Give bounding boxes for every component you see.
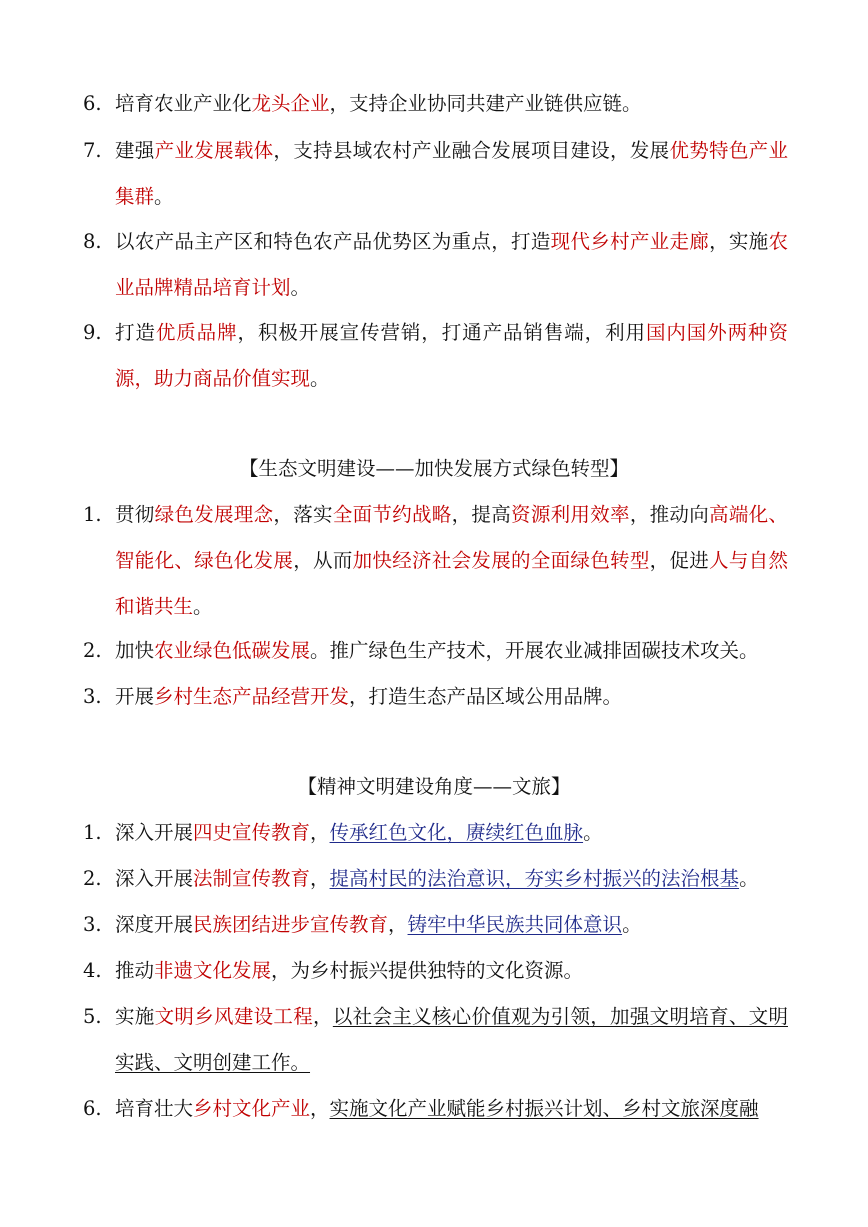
text-segment: 。 (193, 595, 213, 618)
text-segment: 打造 (115, 321, 156, 344)
text-segment: ，支持企业协同共建产业链供应链。 (329, 92, 642, 115)
text-segment: 。 (622, 913, 642, 936)
text-segment: 。 (154, 185, 174, 208)
text-segment: ，支持县域农村产业融合发展项目建设，发展 (273, 139, 670, 162)
item-text (115, 856, 788, 902)
highlighted-keyword: 农业绿色低碳发展 (154, 639, 311, 662)
item-text (115, 81, 788, 127)
highlighted-keyword: 非遗文化发展 (154, 959, 272, 982)
text-segment: 推动 (115, 959, 155, 982)
item-text (115, 674, 788, 720)
item-number: 7. (83, 139, 102, 162)
highlighted-keyword: 法制宣传教育 (193, 867, 311, 890)
text-segment: ， (310, 821, 330, 844)
text-segment: 加快 (115, 639, 155, 662)
text-segment: ， (388, 913, 408, 936)
text-segment: 贯彻 (115, 503, 155, 526)
highlighted-keyword: 产业发展载体 (154, 139, 274, 162)
text-segment: 深入开展 (115, 821, 194, 844)
item-text (115, 219, 788, 311)
text-segment: ，推动向 (629, 503, 710, 526)
item-text (115, 902, 788, 948)
list-item (83, 674, 788, 720)
highlighted-keyword: 民族团结进步宣传教育 (193, 913, 389, 936)
text-segment: ，积极开展宣传营销，打通产品销售端，利用 (237, 321, 646, 344)
text-segment: 。 (290, 276, 311, 299)
text-segment: 培育壮大 (115, 1097, 194, 1120)
highlighted-keyword: 农业品牌精品培育计划 (115, 230, 788, 299)
underlined-phrase: 以社会主义核心价值观为引领，加强文明培育、文明实践、文明创建工作。 (115, 1005, 788, 1074)
text-segment: 开展 (115, 685, 155, 708)
text-segment: ，提高 (451, 503, 512, 526)
item-number: 2. (83, 639, 102, 662)
item-text (115, 492, 788, 630)
item-number: 3. (83, 913, 102, 936)
highlighted-keyword: 优势特色产业集群 (115, 139, 788, 208)
highlighted-keyword: 四史宣传教育 (193, 821, 311, 844)
item-number: 1. (83, 821, 102, 844)
item-number: 1. (83, 503, 102, 526)
highlighted-keyword: 文明乡风建设工程 (154, 1005, 314, 1028)
list-item (83, 310, 788, 402)
list-item (83, 81, 788, 127)
highlighted-keyword: 资源利用效率 (511, 503, 630, 526)
section-heading: 【生态文明建设——加快发展方式绿色转型】 (238, 457, 629, 480)
highlighted-keyword: 乡村文化产业 (193, 1097, 311, 1120)
underlined-phrase: 传承红色文化，赓续红色血脉 (329, 821, 584, 844)
list-item (83, 902, 788, 948)
list-item (83, 948, 788, 994)
list-item (83, 810, 788, 856)
highlighted-keyword: 绿色发展理念 (154, 503, 274, 526)
highlighted-keyword: 高端化、智能化、绿色化发展 (115, 503, 788, 572)
item-text (115, 994, 788, 1086)
list-item (83, 492, 788, 630)
text-segment: ，从而 (293, 549, 353, 572)
text-segment: ，促进 (649, 549, 710, 572)
item-text (115, 310, 788, 402)
text-segment: 实施 (115, 1005, 155, 1028)
list-item (83, 1086, 788, 1132)
item-text (115, 628, 788, 674)
text-segment: 。 (310, 367, 330, 390)
item-number: 9. (83, 321, 102, 344)
item-number: 6. (83, 92, 102, 115)
underlined-phrase: 实施文化产业赋能乡村振兴计划、乡村文旅深度融 (329, 1097, 759, 1120)
text-segment: 。 (583, 821, 603, 844)
text-segment: 以农产品主产区和特色农产品优势区为重点，打造 (115, 230, 551, 253)
highlighted-keyword: 乡村生态产品经营开发 (154, 685, 350, 708)
text-segment: 。推广绿色生产技术，开展农业减排固碳技术攻关。 (310, 639, 759, 662)
section-heading: 【精神文明建设角度——文旅】 (297, 775, 571, 798)
item-number: 3. (83, 685, 102, 708)
text-segment: 。 (739, 867, 759, 890)
highlighted-keyword: 优质品牌 (155, 321, 238, 344)
highlighted-keyword: 加快经济社会发展的全面绿色转型 (352, 549, 650, 572)
item-number: 2. (83, 867, 102, 890)
text-segment: 深度开展 (115, 913, 194, 936)
text-segment: 培育农业产业化 (115, 92, 252, 115)
list-item (83, 219, 788, 311)
item-text (115, 948, 788, 994)
item-number: 5. (83, 1005, 102, 1028)
text-segment: 深入开展 (115, 867, 194, 890)
list-item (83, 128, 788, 220)
highlighted-keyword: 龙头企业 (251, 92, 330, 115)
underlined-phrase: 提高村民的法治意识，夯实乡村振兴的法治根基 (329, 867, 740, 890)
list-item (83, 994, 788, 1086)
list-item (83, 856, 788, 902)
list-item (83, 628, 788, 674)
item-number: 4. (83, 959, 102, 982)
highlighted-keyword: 全面节约战略 (332, 503, 452, 526)
item-text (115, 1086, 788, 1132)
item-number: 6. (83, 1097, 102, 1120)
text-segment: ， (310, 867, 330, 890)
item-text (115, 128, 788, 220)
item-number: 8. (83, 230, 102, 253)
text-segment: ，为乡村振兴提供独特的文化资源。 (271, 959, 584, 982)
text-segment: ， (313, 1005, 333, 1028)
text-segment: ，落实 (273, 503, 333, 526)
text-segment: ，打造生态产品区域公用品牌。 (349, 685, 623, 708)
item-text (115, 810, 788, 856)
text-segment: ， (310, 1097, 330, 1120)
highlighted-keyword: 现代乡村产业走廊 (550, 230, 710, 253)
underlined-phrase: 铸牢中华民族共同体意识 (407, 913, 623, 936)
text-segment: 建强 (115, 139, 155, 162)
highlighted-keyword: 国内国外两种资源，助力商品价值实现 (115, 321, 788, 390)
highlighted-keyword: 人与自然和谐共生 (115, 549, 788, 618)
text-segment: ，实施 (709, 230, 769, 253)
